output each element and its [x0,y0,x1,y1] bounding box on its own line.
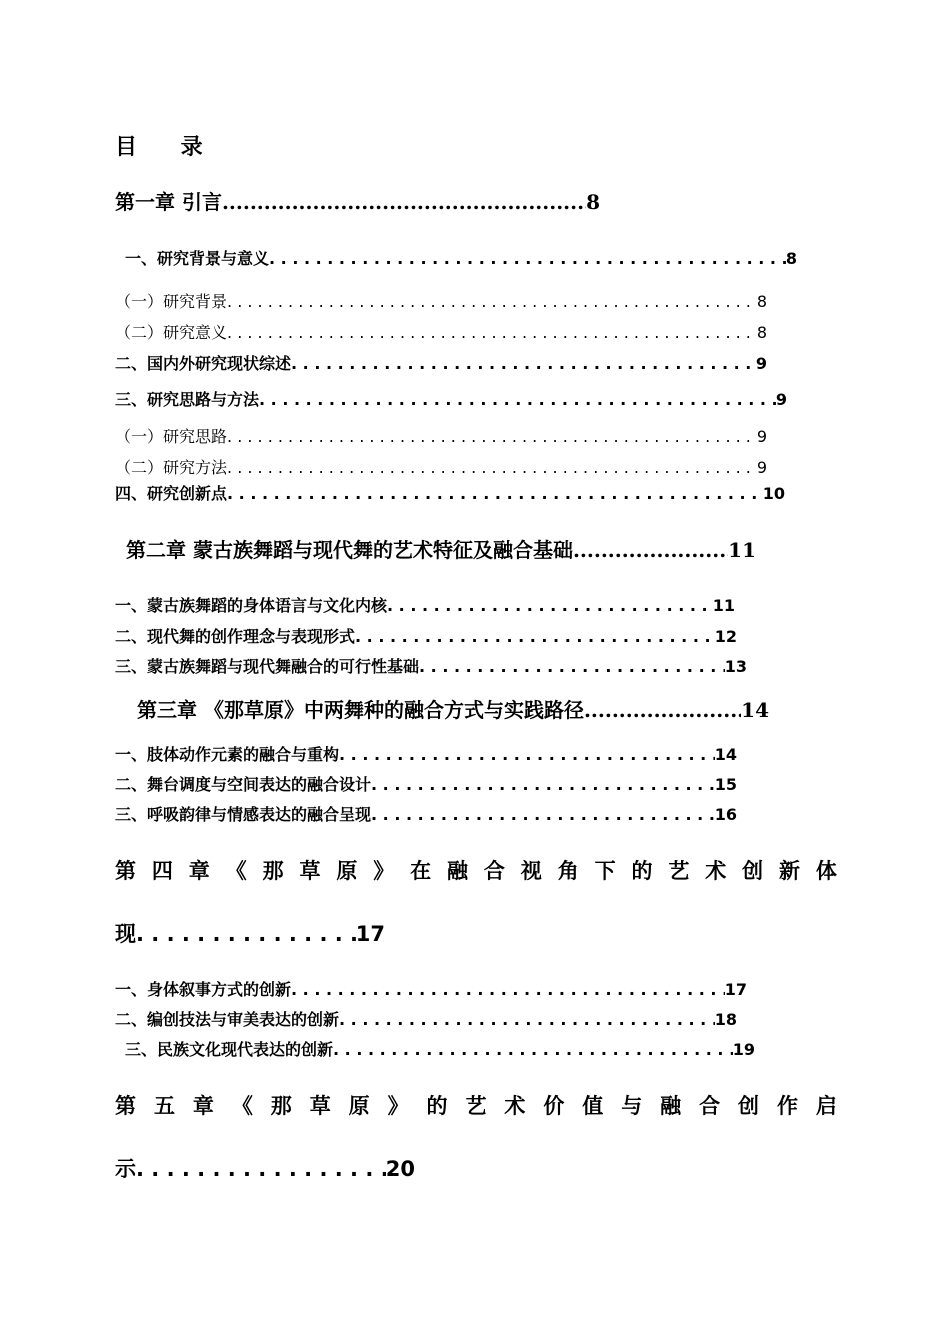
entry-text: 一、肢体动作元素的融合与重构 [115,745,340,764]
leader-dots [269,249,786,268]
leader-dots [333,1040,733,1059]
leader-dots [291,354,756,373]
leader-dots [259,390,776,409]
entry-page: 14 [714,745,737,764]
leader-dots [355,627,715,646]
toc-entry-3-2[interactable] [115,772,737,794]
entry-text: 二、编创技法与审美表达的创新 [115,1010,340,1029]
entry-text: 第一章 引言 [115,190,222,214]
leader-dots [419,657,725,676]
toc-entry-4-1[interactable] [115,977,747,999]
entry-text: 一、身体叙事方式的创新 [115,980,292,999]
entry-page: 8 [756,323,767,342]
entry-char: 融 [660,1094,682,1118]
leader-dots [387,596,713,615]
toc-entry-1-1-1[interactable] [115,289,767,311]
toc-entry-2-3[interactable] [115,654,747,676]
entry-page: 12 [714,627,737,646]
toc-entry-1-1[interactable] [125,246,797,268]
entry-text: （一）研究背景 [115,292,228,311]
leader-dots [222,190,586,214]
leader-dots [339,1010,715,1029]
entry-page: 8 [756,292,767,311]
toc-entry-chapter-4[interactable] [115,855,837,885]
entry-char: 价 [543,1094,565,1118]
leader-dots [227,427,757,446]
toc-entry-1-3[interactable] [115,387,787,409]
entry-char: 那 [262,859,284,883]
entry-page: 15 [714,775,737,794]
entry-page: 16 [714,805,737,824]
leader-dots [371,775,715,794]
leader-dots [573,538,728,562]
toc-entry-chapter-5[interactable] [115,1090,837,1120]
entry-char: 草 [309,1094,331,1118]
entry-char: 体 [815,859,837,883]
entry-page: 9 [756,458,767,477]
entry-page: 17 [724,980,747,999]
leader-dots [291,980,725,999]
entry-char: 章 [188,859,210,883]
entry-page: 19 [732,1040,755,1059]
entry-char: 与 [621,1094,643,1118]
entry-char: 融 [447,859,469,883]
entry-text: 第三章 《那草原》中两舞种的融合方式与实践路径 [137,698,584,722]
entry-char: 《 [231,1094,253,1118]
leader-dots [371,805,715,824]
entry-text: 三、蒙古族舞蹈与现代舞融合的可行性基础 [115,657,420,676]
toc-entry-chapter-1[interactable] [115,186,600,214]
entry-page: 8 [785,249,797,268]
leader-dots [339,745,715,764]
leader-dots [227,458,757,477]
entry-char: 的 [631,859,653,883]
entry-char: 章 [192,1094,214,1118]
entry-text [115,1090,837,1120]
entry-char: 艺 [668,859,690,883]
entry-char: 》 [387,1094,409,1118]
entry-page: 11 [728,538,756,562]
toc-entry-3-3[interactable] [115,802,737,824]
entry-page: 10 [762,484,785,503]
entry-text: 二、舞台调度与空间表达的融合设计 [115,775,372,794]
entry-char: 值 [582,1094,604,1118]
toc-entry-1-1-2[interactable] [115,320,767,342]
entry-text: （二）研究方法 [115,458,228,477]
entry-char: 下 [594,859,616,883]
entry-char: 草 [299,859,321,883]
entry-text: （一）研究思路 [115,427,228,446]
toc-entry-chapter-3[interactable] [137,694,769,722]
entry-page: 18 [714,1010,737,1029]
entry-char: 视 [520,859,542,883]
entry-page: 9 [775,390,787,409]
toc-entry-chapter-4-cont [115,918,385,948]
entry-text: 二、国内外研究现状综述 [115,354,292,373]
entry-page: 13 [724,657,747,676]
entry-char: 原 [336,859,358,883]
entry-page: 9 [755,354,767,373]
entry-char: 创 [742,859,764,883]
entry-char: 那 [270,1094,292,1118]
entry-text [115,855,837,885]
entry-text: （二）研究意义 [115,323,228,342]
entry-page: 20 [385,1157,415,1181]
entry-char: 五 [153,1094,175,1118]
entry-char: 艺 [465,1094,487,1118]
entry-char: 术 [504,1094,526,1118]
toc-title: 目 录 [115,135,221,160]
leader-dots [227,292,757,311]
entry-text: 三、研究思路与方法 [115,390,260,409]
entry-char: 角 [557,859,579,883]
entry-char: 的 [426,1094,448,1118]
leader-dots [136,1157,386,1181]
toc-entry-2-1[interactable] [115,593,735,615]
toc-entry-chapter-5-cont [115,1153,415,1183]
leader-dots [227,323,757,342]
toc-entry-3-1[interactable] [115,742,737,764]
entry-text: 三、民族文化现代表达的创新 [125,1040,334,1059]
entry-char: 作 [776,1094,798,1118]
leader-dots [227,484,763,503]
toc-entry-4-3[interactable] [125,1037,755,1059]
entry-char: 合 [483,859,505,883]
entry-text: 一、蒙古族舞蹈的身体语言与文化内核 [115,596,388,615]
entry-char: 》 [373,859,395,883]
toc-entry-chapter-2[interactable] [126,534,756,562]
entry-char: 合 [699,1094,721,1118]
entry-text: 第二章 蒙古族舞蹈与现代舞的艺术特征及融合基础 [126,538,573,562]
leader-dots [584,698,741,722]
entry-text: 三、呼吸韵律与情感表达的融合呈现 [115,805,372,824]
entry-char: 四 [151,859,173,883]
toc-entry-1-2[interactable] [115,351,767,373]
entry-char: 术 [705,859,727,883]
entry-page: 9 [756,427,767,446]
entry-char: 第 [115,1094,136,1118]
entry-char: 原 [348,1094,370,1118]
entry-char: 新 [779,859,801,883]
entry-page: 8 [586,190,600,214]
entry-char: 启 [815,1094,837,1118]
entry-page: 14 [741,698,769,722]
entry-char: 在 [410,859,432,883]
leader-dots [136,922,356,946]
entry-text: 二、现代舞的创作理念与表现形式 [115,627,356,646]
entry-page: 11 [712,596,735,615]
toc-entry-1-3-2[interactable] [115,455,767,477]
entry-page: 17 [355,922,385,946]
entry-text-cont: 现 [115,922,136,946]
entry-char: 《 [225,859,247,883]
entry-text: 一、研究背景与意义 [125,249,270,268]
entry-text: 四、研究创新点 [115,484,228,503]
entry-char: 第 [115,859,136,883]
toc-entry-4-2[interactable] [115,1007,737,1029]
toc-entry-1-4[interactable] [115,481,785,503]
entry-char: 创 [738,1094,759,1118]
toc-entry-1-3-1[interactable] [115,424,767,446]
entry-text-cont: 示 [115,1157,136,1181]
toc-entry-2-2[interactable] [115,624,737,646]
